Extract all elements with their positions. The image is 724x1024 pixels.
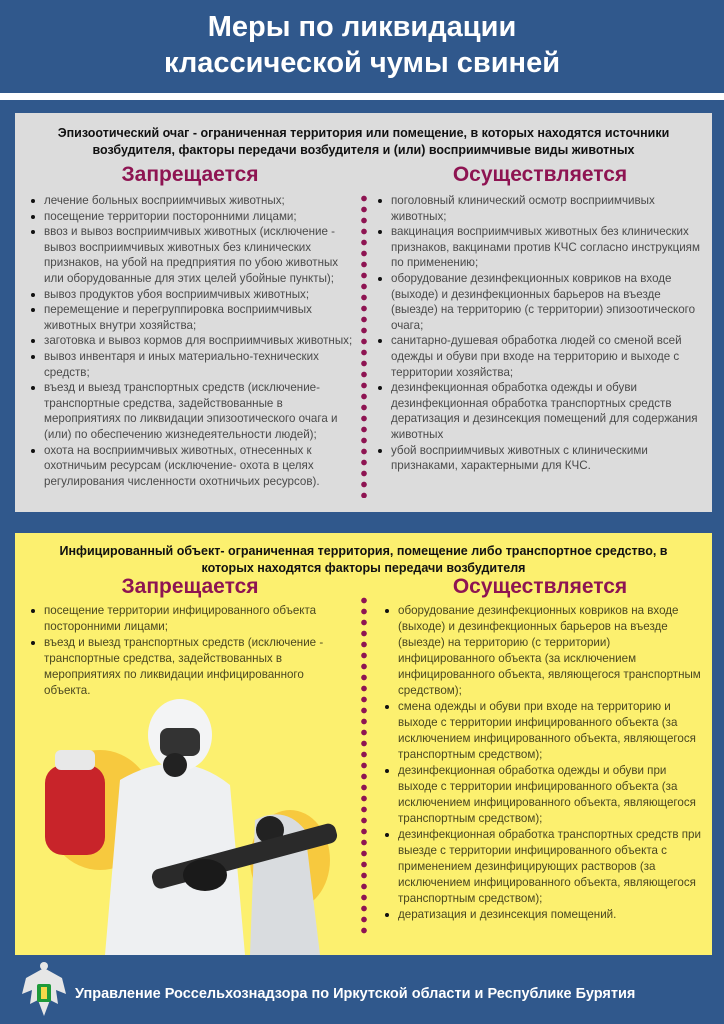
list-item: вакцинация восприимчивых животных без клинических признаков, вакцинами против КЧС согласно инструкциям по применению; <box>378 224 700 271</box>
focus-performed-title: Осуществляется <box>452 163 628 186</box>
organization-name: Управление Россельхознадзора по Иркутской области и Республике Бурятия <box>75 986 636 1002</box>
list-item: убой восприимчивых животных с клиническими признаками, характерными для КЧС. <box>378 443 700 474</box>
list-item: дезинфекционная обработка одежды и обуви дезинфекционная обработка транспортных средств дератизация и дезинсекция помещений для содержания животных <box>378 380 700 442</box>
focus-definition: Эпизоотический очаг - ограниченная территория или помещение, в которых находятся источники возбудителя, факторы передачи возбудителя и (или) восприимчивые виды животных <box>57 126 670 157</box>
list-item: лечение больных восприимчивых животных; <box>31 193 356 209</box>
infected-prohibited-list <box>31 603 341 699</box>
epizootic-focus-panel <box>15 113 712 512</box>
infected-prohibited-title: Запрещается <box>121 575 259 598</box>
dotted-divider <box>361 193 367 498</box>
title-line-2: классической чумы свиней <box>163 47 561 79</box>
title-line-1: Меры по ликвидации <box>207 11 517 43</box>
focus-performed-list <box>378 193 700 474</box>
list-item: санитарно-душевая обработка людей со сменой всей одежды и обуви при входе на территорию и выходе с территории хозяйства; <box>378 333 700 380</box>
list-item: поголовный клинический осмотр восприимчивых животных; <box>378 193 700 224</box>
list-item: въезд и выезд транспортных средств (исключение - транспортные средства, задействованных в мероприятиях по ликвидации инфицированного объекта. <box>31 635 341 699</box>
list-item: заготовка и вывоз кормов для восприимчивых животных; <box>31 333 356 349</box>
list-item: посещение территории инфицированного объекта посторонними лицами; <box>31 603 341 635</box>
focus-prohibited-title: Запрещается <box>121 163 259 186</box>
list-item: въезд и выезд транспортных средств (исключение- транспортные средства, задействованные в мероприятиях по ликвидации эпизоотического очага и (или) по обеспечению жизнедеятельности людей); <box>31 380 356 442</box>
list-item: охота на восприимчивых животных, отнесенных к охотничьим ресурсам (исключение- охота в целях регулирования численности охотничьих ресурсов). <box>31 443 356 490</box>
rosselkhoznadzor-emblem-logo <box>18 960 70 1020</box>
list-item: дезинфекционная обработка транспортных средств при выезде с территории инфицированного объекта с применением дезинфицирующих растворов (за исключением инфицированного объекта, являющегося транспортным средством); <box>385 827 703 907</box>
dotted-divider <box>361 595 367 935</box>
list-item: ввоз и вывоз восприимчивых животных (исключение - вывоз восприимчивых животных без клинических признаков, на убой на предприятия по убою животных или оборудованные для этих целей убойные пункты); <box>31 224 356 286</box>
list-item: дератизация и дезинсекция помещений. <box>385 907 703 923</box>
focus-prohibited-list <box>31 193 356 489</box>
infected-performed-list <box>385 603 703 923</box>
list-item: вывоз продуктов убоя восприимчивых животных; <box>31 287 356 303</box>
list-item: перемещение и перегруппировка восприимчивых животных внутри хозяйства; <box>31 302 356 333</box>
list-item: оборудование дезинфекционных ковриков на входе (выходе) и дезинфекционных барьеров на въезде (выезде) на территорию (с территории) инфицированного объекта (за исключением инфицированного объекта, являющегося транспортным средством); <box>385 603 703 699</box>
infected-performed-title: Осуществляется <box>452 575 628 598</box>
list-item: смена одежды и обуви при входе на территорию и выходе с территории инфицированного объекта (за исключением инфицированного объекта, являющегося транспортным средством); <box>385 699 703 763</box>
list-item: посещение территории посторонними лицами; <box>31 209 356 225</box>
infected-definition: Инфицированный объект- ограниченная территория, помещение либо транспортное средство, в которых находятся факторы передачи возбудителя <box>59 544 668 575</box>
page-title <box>0 0 724 92</box>
list-item: вывоз инвентаря и иных материально-технических средств; <box>31 349 356 380</box>
disinfection-worker-photo <box>30 690 350 955</box>
divider <box>0 93 724 100</box>
list-item: дезинфекционная обработка одежды и обуви при выходе с территории инфицированного объекта (за исключением инфицированного объекта, являющегося транспортным средством); <box>385 763 703 827</box>
list-item: оборудование дезинфекционных ковриков на входе (выходе) и дезинфекционных барьеров на въезде (выезде) на территорию (с территории) эпизоотического очага; <box>378 271 700 333</box>
